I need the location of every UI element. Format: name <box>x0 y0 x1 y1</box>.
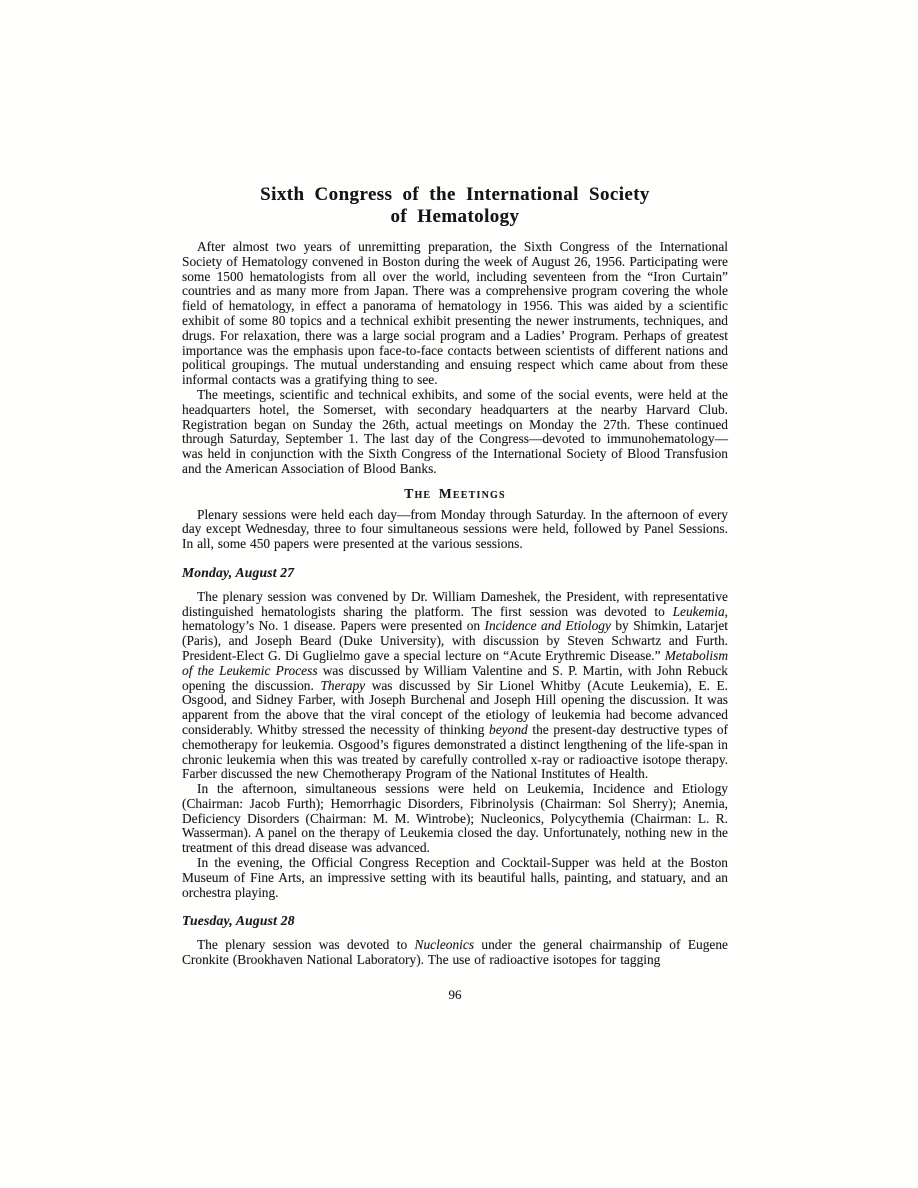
monday-afternoon-paragraph: In the afternoon, simultaneous sessions were held on Leukemia, Incidence and Etiology (Chairman: Jacob Furth); Hemorrhagic Disorders, Fibrinolysis (Chairman: Sol Sherry); Anemia, Deficiency Disorders (Chairman: M. M. Wintrobe); Nucleonics, Polycythemia (Chairman: L. R. Wasserman). A panel on the therapy of Leukemia closed the day. Unfortunately, nothing new in the treatment of this dread disease was advanced. <box>182 781 728 856</box>
article-title <box>182 184 728 228</box>
meetings-overview-paragraph: Plenary sessions were held each day—from Monday through Saturday. In the afternoon of every day except Wednesday, three to four simultaneous sessions were held, followed by Panel Sessions. In all, some 450 papers were presented at the various sessions. <box>182 506 728 552</box>
section-heading-the-meetings: The Meetings <box>404 485 506 501</box>
italic-text-run: Metabolism of the Leukemic Process <box>182 647 728 678</box>
monday-plenary-paragraph <box>182 590 728 782</box>
text-run: by Shimkin, Latarjet (Paris), and Joseph Beard (Duke University), with discussion by Steven Schwartz and Furth. President-Elect G. Di Guglielmo gave a special lecture on “Acute Erythremic Disease.” <box>182 618 729 663</box>
intro-paragraph-1: After almost two years of unremitting preparation, the Sixth Congress of the International Society of Hematology convened in Boston during the week of August 26, 1956. Participating were some 1500 hematologists from all over the world, including seventeen from the “Iron Curtain” countries and as many more from Japan. There was a comprehensive program covering the whole field of hematology, in effect a panorama of hematology in 1956. This was aided by a scientific exhibit of some 80 topics and a technical exhibit presenting the newer instruments, techniques, and drugs. For relaxation, there was a large social program and a Ladies’ Program. Perhaps of greatest importance was the emphasis upon face-to-face contacts between scientists of different nations and political groupings. The mutual understanding and ensuing respect which came about from these informal contacts was a gratifying thing to see. <box>182 239 728 388</box>
title-line-1: Sixth Congress of the International Society <box>260 184 650 205</box>
page-number: 96 <box>448 986 462 1002</box>
title-line-2: of Hematology <box>390 206 520 227</box>
text-run: the present-day destructive types of chemotherapy for leukemia. Osgood’s figures demonstrated a distinct lengthening of the life-span in chronic leukemia when this was treated by carefully controlled x-ray or radioactive isotope therapy. Farber discussed the new Chemotherapy Program of the National Institutes of Health. <box>182 721 728 782</box>
italic-text-run: Incidence and Etiology <box>484 618 611 634</box>
text-run: was discussed by William Valentine and S. P. Martin, with John Rebuck opening the discussion. <box>182 662 728 693</box>
text-run: , hematology’s No. 1 disease. Papers were presented on <box>182 603 728 634</box>
day-heading-tuesday: Tuesday, August 28 <box>182 913 295 929</box>
italic-text-run: beyond <box>489 721 528 737</box>
italic-text-run: Therapy <box>320 677 366 693</box>
intro-paragraph-2: The meetings, scientific and technical exhibits, and some of the social events, were held at the headquarters hotel, the Somerset, with secondary headquarters at the nearby Harvard Club. Registration began on Sunday the 26th, actual meetings on Monday the 27th. These continued through Saturday, September 1. The last day of the Congress—devoted to immunohematology—was held in conjunction with the Sixth Congress of the International Society of Blood Transfusion and the American Association of Blood Banks. <box>182 386 728 476</box>
text-run: under the general chairmanship of Eugene Cronkite (Brookhaven National Laboratory). The use of radioactive isotopes for tagging <box>182 937 728 968</box>
monday-evening-paragraph: In the evening, the Official Congress Reception and Cocktail-Supper was held at the Boston Museum of Fine Arts, an impressive setting with its beautiful halls, painting, and statuary, and an orchestra playing. <box>182 855 728 900</box>
tuesday-plenary-paragraph <box>182 938 728 968</box>
article-column <box>182 184 728 1002</box>
italic-text-run: Nucleonics <box>414 937 475 953</box>
day-heading-monday: Monday, August 27 <box>182 564 295 580</box>
italic-text-run: Leukemia <box>672 603 725 619</box>
text-run: was discussed by Sir Lionel Whitby (Acute Leukemia), E. E. Osgood, and Sidney Farber, with Joseph Burchenal and Joseph Hill opening the discussion. It was apparent from the above that the viral concept of the etiology of leukemia had become advanced considerably. Whitby stressed the necessity of thinking <box>182 677 728 737</box>
text-run: The plenary session was devoted to <box>197 937 415 953</box>
text-run: The plenary session was convened by Dr. William Dameshek, the President, with representative distinguished hematologists sharing the platform. The first session was devoted to <box>182 588 728 619</box>
